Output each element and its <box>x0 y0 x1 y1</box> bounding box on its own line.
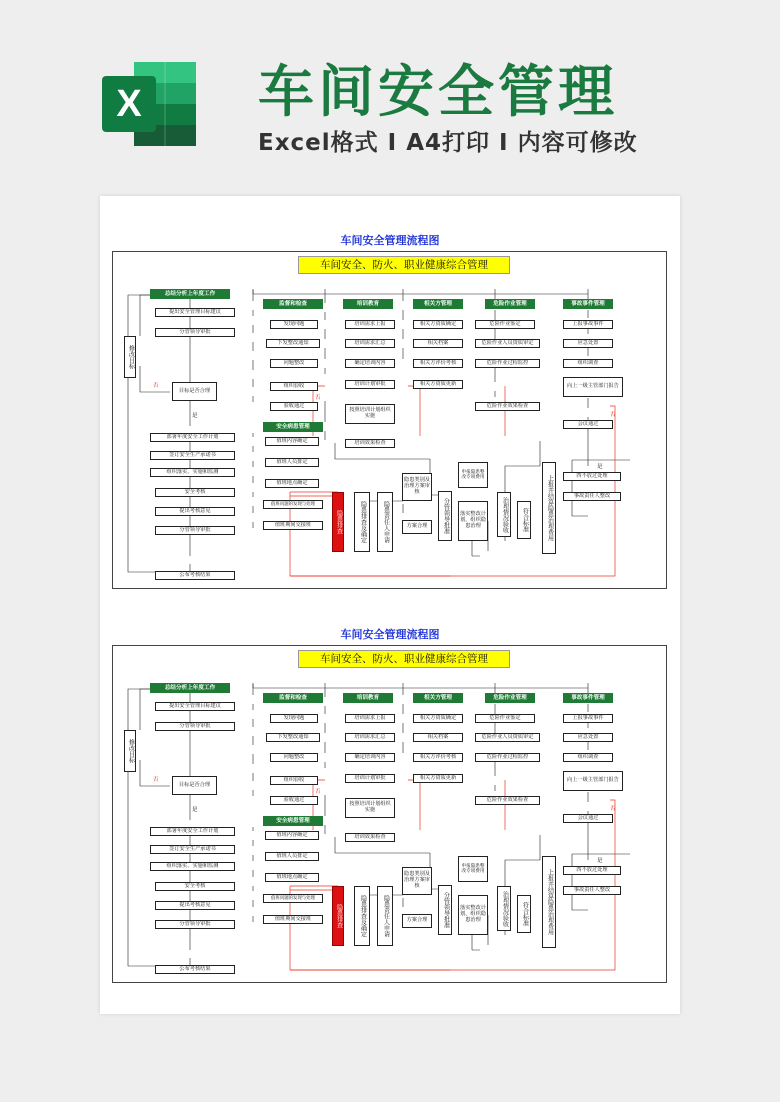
document-sheet <box>100 196 680 1014</box>
hazard-step: 治理情况验收 <box>497 886 511 931</box>
col1-header: 监督和检查 <box>263 299 323 309</box>
col5-step: 事故责任人整改 <box>563 886 621 895</box>
col5-step: 会议通过 <box>563 814 613 823</box>
left-step: 提出安全管理目标建议 <box>155 308 235 317</box>
col5-step: 事故责任人整改 <box>563 492 621 501</box>
hazard-step: 隐患类别及治理方案审核 <box>402 867 432 895</box>
col2-header: 培训教育 <box>343 299 393 309</box>
hazard-red-box: 隐患排查 <box>332 492 344 552</box>
left-step: 部署年度安全工作计划 <box>150 827 235 836</box>
col1-step: 问题整改 <box>270 753 318 762</box>
col1b-step: 值班人员排定 <box>265 852 319 861</box>
col1-step: 发现问题 <box>270 320 318 329</box>
col5-header: 事故事件管理 <box>563 299 613 309</box>
yes-label: 是 <box>192 413 198 419</box>
hazard-step: 隐患责任人申请 <box>377 492 393 552</box>
left-step: 分管领导审批 <box>155 920 235 929</box>
col1b-step: 值班期间交接班 <box>263 915 323 924</box>
flowchart-banner: 车间安全、防火、职业健康综合管理 <box>298 650 510 668</box>
col1-step: 下发整改通知 <box>266 339 320 348</box>
col5-step: 组织调查 <box>563 753 613 762</box>
col3-step: 相关方资质确定 <box>413 714 463 723</box>
flowchart-title: 车间安全管理流程图 <box>340 234 440 247</box>
col2-step: 确定培训内容 <box>345 359 395 368</box>
page-subtitle: Excel格式 I A4打印 I 内容可修改 <box>258 130 638 156</box>
col2-step: 培训效果检查 <box>345 439 395 448</box>
col1-step: 下发整改通知 <box>266 733 320 742</box>
yes-label: 是 <box>597 858 603 864</box>
col2-step: 培训效果检查 <box>345 833 395 842</box>
left-step: 提出安全管理目标建议 <box>155 702 235 711</box>
hazard-step: 方案合理 <box>402 914 432 928</box>
no-label: 否 <box>153 777 159 783</box>
col2-step: 培训需求上报 <box>345 320 395 329</box>
col1b-step: 值班地点确定 <box>265 873 319 882</box>
col2-step: 按照培训计划组织实施 <box>345 798 395 818</box>
left-step: 分管领导审批 <box>155 526 235 535</box>
left-step: 提出考核意见 <box>155 507 235 516</box>
hazard-step: 隐患责任人申请 <box>377 886 393 946</box>
col3-step: 相关档案 <box>413 339 463 348</box>
hazard-step: 申报隐患整改专项费用 <box>458 856 488 882</box>
col1b-header: 安全病患管理 <box>263 422 323 432</box>
revise-target-box: 修改目标 <box>124 336 136 378</box>
col2-step: 培训需求汇总 <box>345 339 395 348</box>
col2-step: 培训需求上报 <box>345 714 395 723</box>
col1b-step: 值班内容确定 <box>265 831 319 840</box>
col1-header: 监督和检查 <box>263 693 323 703</box>
col4-header: 危险作业管理 <box>485 299 535 309</box>
col1-step: 问题整改 <box>270 359 318 368</box>
hazard-step: 治理情况验收 <box>497 492 511 537</box>
left-decision: 目标是否合理 <box>172 776 217 795</box>
col5-header: 事故事件管理 <box>563 693 613 703</box>
flowchart-1 <box>100 196 680 578</box>
col1-step: 验收通过 <box>270 796 318 805</box>
col2-header: 培训教育 <box>343 693 393 703</box>
hazard-step: 隐患排查及确定 <box>354 886 370 946</box>
col4-step: 危险作业效果检查 <box>475 402 540 411</box>
revise-target-box: 修改目标 <box>124 730 136 772</box>
col1b-header: 安全病患管理 <box>263 816 323 826</box>
left-step: 部署年度安全工作计划 <box>150 433 235 442</box>
hazard-step: 隐患排查及确定 <box>354 492 370 552</box>
col5-step: 向上一级主管部门报告 <box>563 771 623 791</box>
col3-step: 相关方评价考核 <box>413 359 463 368</box>
col4-step: 危险作业人员资质审定 <box>475 733 540 742</box>
col3-step: 相关方资质确定 <box>413 320 463 329</box>
col1b-step: 值班人员排定 <box>265 458 319 467</box>
col1b-step: 值班问题的发现与处理 <box>263 894 323 903</box>
col3-header: 相关方管理 <box>413 299 463 309</box>
hazard-step: 方案合理 <box>402 520 432 534</box>
hazard-step: 落实整改计划，组织隐患治理 <box>458 895 488 935</box>
left-step: 分管领导审批 <box>155 328 235 337</box>
col5-step: 组织调查 <box>563 359 613 368</box>
col1-step: 组织验收 <box>270 382 318 391</box>
col3-step: 相关方资质更新 <box>413 380 463 389</box>
no-label: 否 <box>315 789 321 795</box>
hazard-step: 分管领导批准 <box>438 491 452 541</box>
col3-header: 相关方管理 <box>413 693 463 703</box>
hazard-step: 落实整改计划，组织隐患治理 <box>458 501 488 541</box>
col1-step: 验收通过 <box>270 402 318 411</box>
hazard-step: 符合标准 <box>517 895 531 933</box>
col4-step: 危险作业人员资质审定 <box>475 339 540 348</box>
col4-step: 危险作业效果检查 <box>475 796 540 805</box>
col5-step: 会议通过 <box>563 420 613 429</box>
col1b-step: 值班期间交接班 <box>263 521 323 530</box>
hazard-red-box: 隐患排查 <box>332 886 344 946</box>
header <box>0 0 780 195</box>
left-step: 分管领导审批 <box>155 722 235 731</box>
page-title: 车间安全管理 <box>258 60 618 125</box>
col4-step: 危险作业鉴定 <box>475 714 535 723</box>
col5-step: 上报事故事件 <box>563 320 613 329</box>
hazard-step: 申报隐患整改专项费用 <box>458 462 488 488</box>
flowchart-2 <box>100 590 680 972</box>
col1-step: 组织验收 <box>270 776 318 785</box>
col5-step: 向上一级主管部门报告 <box>563 377 623 397</box>
no-label: 否 <box>610 412 616 418</box>
hazard-step: 上报并结算隐患治理费用 <box>542 462 556 554</box>
left-step: 安全考核 <box>155 882 235 891</box>
left-step: 提出考核意见 <box>155 901 235 910</box>
col4-step: 危险作业鉴定 <box>475 320 535 329</box>
no-label: 否 <box>315 395 321 401</box>
col5-step: 四不放过处理 <box>563 472 621 481</box>
yes-label: 是 <box>597 464 603 470</box>
col2-step: 培训需求汇总 <box>345 733 395 742</box>
col5-step: 应急处置 <box>563 733 613 742</box>
no-label: 否 <box>153 383 159 389</box>
col2-step: 确定培训内容 <box>345 753 395 762</box>
col1b-step: 值班内容确定 <box>265 437 319 446</box>
col4-step: 危险作业过程监控 <box>475 753 540 762</box>
col3-step: 相关方评价考核 <box>413 753 463 762</box>
col2-step: 培训计划审批 <box>345 380 395 389</box>
left-step: 签订安全生产承诺书 <box>150 451 235 460</box>
excel-logo-icon <box>100 58 200 150</box>
col5-step: 四不放过处理 <box>563 866 621 875</box>
left-step: 组织落实、实施和监测 <box>150 468 235 477</box>
hazard-step: 分管领导批准 <box>438 885 452 935</box>
col4-step: 危险作业过程监控 <box>475 359 540 368</box>
left-step: 安全考核 <box>155 488 235 497</box>
flowchart-banner: 车间安全、防火、职业健康综合管理 <box>298 256 510 274</box>
hazard-step: 上报并结算隐患治理费用 <box>542 856 556 948</box>
yes-label: 是 <box>192 807 198 813</box>
col3-step: 相关档案 <box>413 733 463 742</box>
left-step: 公布考核结果 <box>155 965 235 974</box>
col1b-step: 值班地点确定 <box>265 479 319 488</box>
left-step: 公布考核结果 <box>155 571 235 580</box>
no-label: 否 <box>610 806 616 812</box>
col4-header: 危险作业管理 <box>485 693 535 703</box>
col5-step: 应急处置 <box>563 339 613 348</box>
left-step: 签订安全生产承诺书 <box>150 845 235 854</box>
col2-step: 按照培训计划组织实施 <box>345 404 395 424</box>
col5-step: 上报事故事件 <box>563 714 613 723</box>
col2-step: 培训计划审批 <box>345 774 395 783</box>
hazard-step: 隐患类别及治理方案审核 <box>402 473 432 501</box>
col3-step: 相关方资质更新 <box>413 774 463 783</box>
left-header: 总结分析上年度工作 <box>150 289 230 299</box>
excel-logo-letter: X <box>116 83 142 125</box>
col1-step: 发现问题 <box>270 714 318 723</box>
left-step: 组织落实、实施和监测 <box>150 862 235 871</box>
left-decision: 目标是否合理 <box>172 382 217 401</box>
col1b-step: 值班问题的发现与处理 <box>263 500 323 509</box>
hazard-step: 符合标准 <box>517 501 531 539</box>
left-header: 总结分析上年度工作 <box>150 683 230 693</box>
flowchart-title: 车间安全管理流程图 <box>340 628 440 641</box>
